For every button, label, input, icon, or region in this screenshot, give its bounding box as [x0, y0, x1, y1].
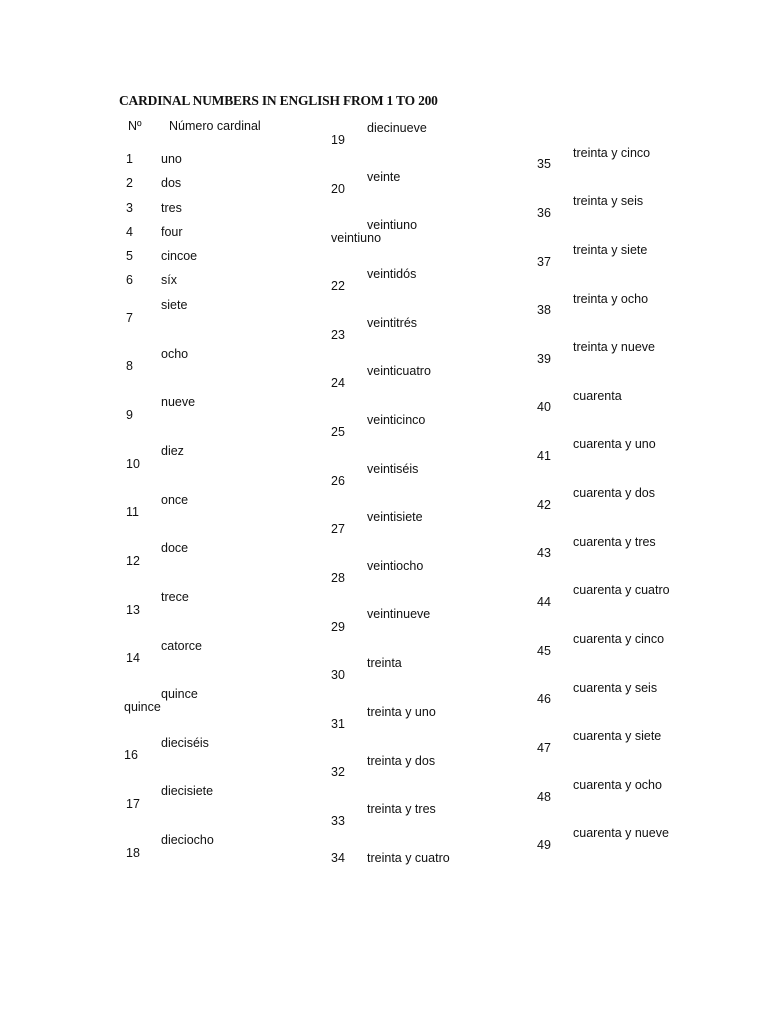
row-number: 17 [126, 797, 140, 811]
row-word: treinta y nueve [573, 340, 655, 354]
row-number: 47 [537, 741, 551, 755]
row-number: 24 [331, 376, 345, 390]
row-word: cuarenta y cinco [573, 632, 665, 646]
row-word: nueve [161, 395, 196, 409]
row-word: síx [161, 273, 177, 287]
row-number: 6 [126, 273, 133, 287]
row-word: siete [161, 298, 188, 312]
row-word: veintiuno [367, 218, 418, 232]
row-number: 39 [537, 352, 551, 366]
row-word: cuarenta y nueve [573, 826, 669, 840]
row-number: 26 [331, 474, 345, 488]
row-word: veintitrés [367, 316, 418, 330]
row-word: treinta [367, 656, 402, 670]
row-number: 31 [331, 717, 345, 731]
row-word: doce [161, 541, 189, 555]
row-word: cuarenta [573, 389, 622, 403]
row-number: 20 [331, 182, 345, 196]
row-word: treinta y cinco [573, 146, 651, 160]
row-word: treinta y tres [367, 802, 436, 816]
row-number: 41 [537, 449, 551, 463]
header-number: Nº [128, 119, 142, 133]
row-number: 45 [537, 644, 551, 658]
row-number: 3 [126, 201, 133, 215]
row-number: 43 [537, 546, 551, 560]
row-number: 33 [331, 814, 345, 828]
row-number: 28 [331, 571, 345, 585]
row-word: cuarenta y dos [573, 486, 655, 500]
row-word: treinta y dos [367, 754, 436, 768]
row-number: 42 [537, 498, 551, 512]
row-number: 9 [126, 408, 133, 422]
row-word: cuarenta y ocho [573, 778, 662, 792]
row-number: 32 [331, 765, 345, 779]
row-number: 37 [537, 255, 551, 269]
row-word: catorce [161, 639, 202, 653]
row-word: once [161, 493, 189, 507]
row-number: 22 [331, 279, 345, 293]
row-number: 7 [126, 311, 133, 325]
row-word: ocho [161, 347, 189, 361]
row-word: cuarenta y tres [573, 535, 656, 549]
row-number: 34 [331, 851, 345, 865]
row-number: 46 [537, 692, 551, 706]
row-word: cuarenta y seis [573, 681, 658, 695]
row-number: 29 [331, 620, 345, 634]
row-number: 23 [331, 328, 345, 342]
row-number: veintiuno [331, 231, 382, 245]
row-word: dieciocho [161, 833, 214, 847]
row-number: 11 [126, 505, 139, 519]
row-number: 25 [331, 425, 345, 439]
row-number: 13 [126, 603, 140, 617]
row-word: dieciséis [161, 736, 209, 750]
row-word: quince [161, 687, 198, 701]
row-word: veinticuatro [367, 364, 431, 378]
row-number: 19 [331, 133, 345, 147]
row-word: diecisiete [161, 784, 214, 798]
row-word: treinta y seis [573, 194, 644, 208]
row-number: quince [124, 700, 161, 714]
row-word: veintiséis [367, 462, 419, 476]
row-word: uno [161, 152, 182, 166]
row-word: treinta y ocho [573, 292, 649, 306]
row-number: 27 [331, 522, 345, 536]
row-word: veintisiete [367, 510, 423, 524]
row-number: 36 [537, 206, 551, 220]
row-number: 12 [126, 554, 140, 568]
row-number: 2 [126, 176, 133, 190]
row-word: veinticinco [367, 413, 426, 427]
row-number: 40 [537, 400, 551, 414]
row-word: four [161, 225, 183, 239]
row-word: treinta y cuatro [367, 851, 450, 865]
row-word: veintiocho [367, 559, 424, 573]
row-number: 30 [331, 668, 345, 682]
row-word: dos [161, 176, 182, 190]
row-word: diecinueve [367, 121, 427, 135]
row-number: 16 [124, 748, 138, 762]
row-word: cuarenta y siete [573, 729, 662, 743]
row-word: trece [161, 590, 189, 604]
header-cardinal: Número cardinal [169, 119, 261, 133]
row-number: 49 [537, 838, 551, 852]
row-word: cincoe [161, 249, 198, 263]
row-word: veinte [367, 170, 401, 184]
row-number: 5 [126, 249, 133, 263]
row-number: 10 [126, 457, 140, 471]
row-number: 18 [126, 846, 140, 860]
row-word: diez [161, 444, 184, 458]
page-title: CARDINAL NUMBERS IN ENGLISH FROM 1 TO 200 [119, 93, 438, 108]
row-number: 1 [126, 152, 133, 166]
row-word: cuarenta y cuatro [573, 583, 670, 597]
row-word: veintidós [367, 267, 417, 281]
row-number: 4 [126, 225, 133, 239]
row-word: veintinueve [367, 607, 431, 621]
row-number: 48 [537, 790, 551, 804]
row-number: 35 [537, 157, 551, 171]
row-word: cuarenta y uno [573, 437, 656, 451]
row-number: 38 [537, 303, 551, 317]
row-number: 14 [126, 651, 140, 665]
row-word: tres [161, 201, 182, 215]
row-word: treinta y uno [367, 705, 436, 719]
row-word: treinta y siete [573, 243, 648, 257]
row-number: 44 [537, 595, 551, 609]
row-number: 8 [126, 359, 133, 373]
